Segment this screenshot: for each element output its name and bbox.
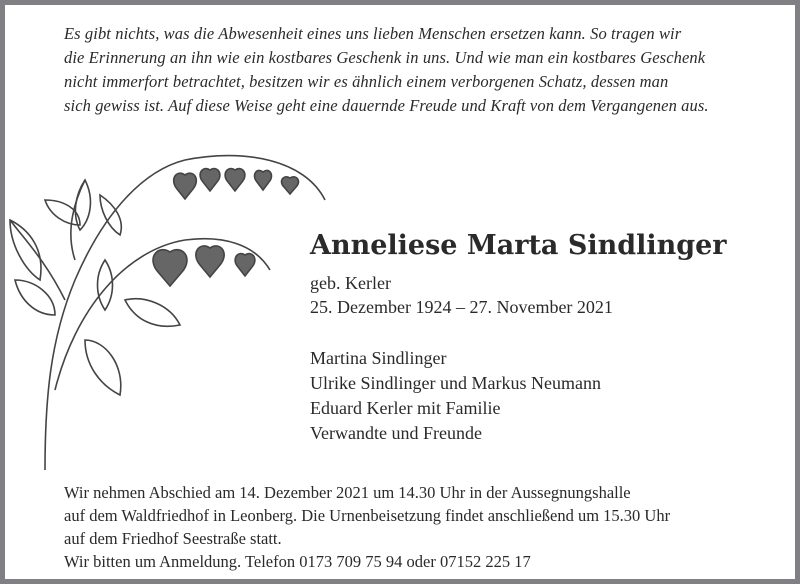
bleeding-heart-flower-illustration (5, 140, 335, 470)
deceased-info (310, 271, 613, 319)
quote-line: nicht immerfort betrachtet, besitzen wir es ähnlich einem verborgenen Schatz, dessen man (64, 72, 669, 91)
notice-line: auf dem Friedhof Seestraße statt. (64, 529, 282, 548)
obituary-card (5, 5, 795, 579)
notice-line: Wir nehmen Abschied am 14. Dezember 2021 um 14.30 Uhr in der Aussegnungshalle (64, 483, 631, 502)
notice-line: auf dem Waldfriedhof in Leonberg. Die Urnenbeisetzung findet anschließend um 15.30 Uhr (64, 506, 671, 525)
birth-name: geb. Kerler (310, 273, 391, 293)
funeral-notice (64, 481, 670, 573)
mourner: Ulrike Sindlinger und Markus Neumann (310, 373, 601, 393)
deceased-name: Anneliese Marta Sindlinger (310, 230, 727, 261)
mourner: Verwandte und Freunde (310, 423, 482, 443)
mourner: Martina Sindlinger (310, 348, 447, 368)
memorial-quote (64, 22, 784, 118)
notice-line: Wir bitten um Anmeldung. Telefon 0173 709 75 94 oder 07152 225 17 (64, 552, 531, 571)
life-dates: 25. Dezember 1924 – 27. November 2021 (310, 297, 613, 317)
quote-line: Es gibt nichts, was die Abwesenheit eines uns lieben Menschen ersetzen kann. So tragen wir (64, 24, 682, 43)
mourner: Eduard Kerler mit Familie (310, 398, 501, 418)
quote-line: die Erinnerung an ihn wie ein kostbares Geschenk in uns. Und wie man ein kostbares Geschenk (64, 48, 706, 67)
quote-line: sich gewiss ist. Auf diese Weise geht eine dauernde Freude und Kraft von dem Vergangenen aus. (64, 96, 709, 115)
mourners-list (310, 346, 601, 446)
